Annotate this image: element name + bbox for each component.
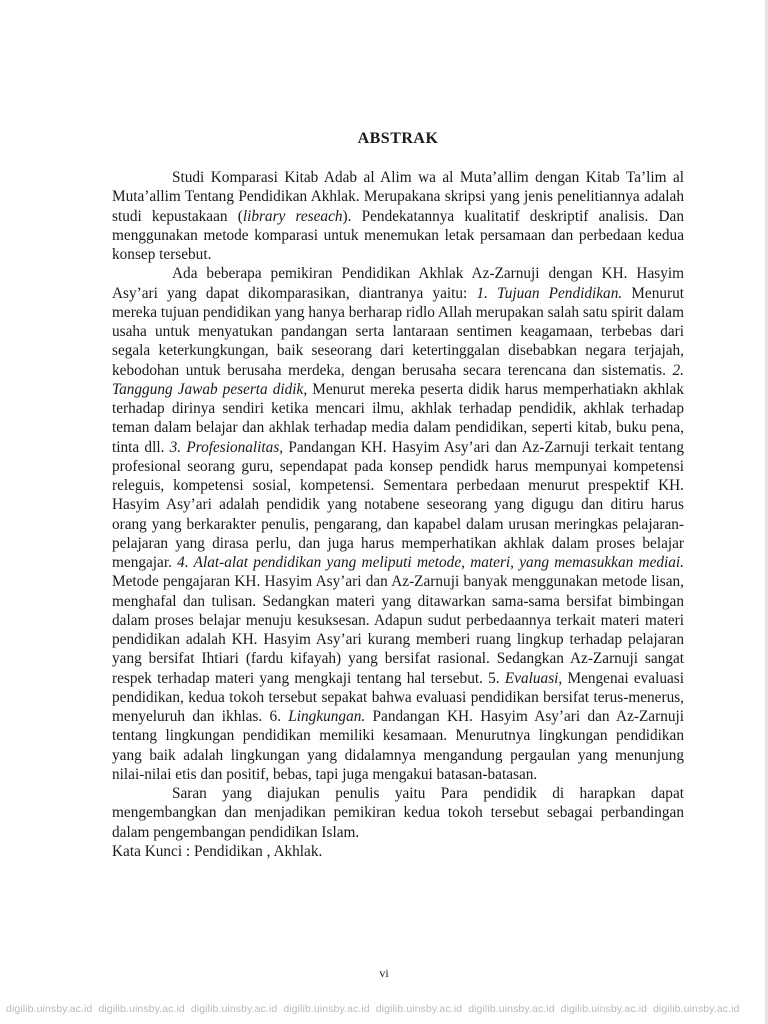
italic-text-run: 4. Alat-alat pendidikan yang meliputi metode, materi, yang memasukkan mediai. <box>177 554 685 571</box>
text-run: Menurut mereka peserta didik harus memperhatiakn akhlak terhadap dirinya sendiri ketika mencari ilmu, akhlak terhadap pendidik, akhlak terhadap teman dalam belajar dan akhlak terhadap media dalam pendidikan, seperti kitab, buku pena, tinta dll. <box>112 380 684 456</box>
italic-text-run: 2. Tanggung Jawab peserta didik, <box>112 361 684 398</box>
document-page <box>112 130 684 861</box>
watermark-text: digilib.uinsby.ac.id <box>468 1003 555 1015</box>
text-run: Menurut mereka tujuan pendidikan yang hanya berharap ridlo Allah merupakan salah satu spirit dalam usaha untuk menyatukan pandangan serta lantaraan sentimen keagamaan, terbebas dari segala keterkungkungan, baik seseorang dari ketertinggalan disebabkan negara terjajah, kebodohan untuk berusaha merdeka, dengan berusaha secara terencana dan sistematis. <box>112 284 684 379</box>
watermark-text: digilib.uinsby.ac.id <box>6 1003 93 1015</box>
watermark-text: digilib.uinsby.ac.id <box>653 1003 740 1015</box>
italic-text-run: Lingkungan. <box>288 708 366 725</box>
abstract-paragraph-2 <box>112 264 684 784</box>
italic-text-run: 1. Tujuan Pendidikan. <box>476 284 623 302</box>
abstract-paragraph-1 <box>112 168 684 264</box>
italic-text-run: library reseach <box>242 207 343 225</box>
watermark-text: digilib.uinsby.ac.id <box>283 1003 370 1015</box>
italic-text-run: 3. Profesionalitas, <box>169 438 284 456</box>
text-run: Ada beberapa pemikiran Pendidikan Akhlak Az-Zarnuji dengan KH. Hasyim Asy’ari yang dapat dikomparasikan, diantranya yaitu: <box>112 265 684 302</box>
text-run: ). Pendekatannya kualitatif deskriptif analisis. Dan menggunakan metode komparasi untuk menemukan letak persamaan dan perbedaan kedua konsep tersebut. <box>112 207 684 263</box>
text-run: Mengenai evaluasi pendidikan, kedua tokoh tersebut sepakat bahwa evaluasi pendidikan bersifat terus-menerus, menyeluruh dan ikhlas. 6. <box>112 669 684 725</box>
italic-text-run: Evaluasi, <box>504 669 563 687</box>
text-run: Pandangan KH. Hasyim Asy’ari dan Az-Zarnuji tentang lingkungan pendidikan memiliki kesamaan. Menurutnya lingkungan pendidikan yang baik adalah lingkungan yang didalamnya mengandung pergaulan yang menunjung nilai-nilai etis dan positif, bebas, tapi juga mengakui batasan-batasan. <box>112 708 684 783</box>
keywords-line: Kata Kunci : Pendidikan , Akhlak. <box>112 842 323 860</box>
text-run: Metode pengajaran KH. Hasyim Asy’ari dan Az-Zarnuji banyak menggunakan metode lisan, menghafal dan tulisan. Sedangkan materi yang ditawarkan sama-sama bersifat bimbingan dalam proses belajar menuju kesuksesan. Adapun sudut perbedaannya terkait materi materi pendidikan adalah KH. Hasyim Asy’ari kurang memberi ruang lingkup terhadap pelajaran yang bersifat Ihtiari (fardu kifayah) yang bersifat rasional. Sedangkan Az-Zarnuji sangat respek terhadap materi yang mengkaji tentang hal tersebut. 5. <box>112 573 684 687</box>
text-run: Saran yang diajukan penulis yaitu Para pendidik di harapkan dapat mengembangkan dan menjadikan pemikiran kedua tokoh tersebut sebagai perbandingan dalam pengembangan pendidikan Islam. <box>112 785 684 841</box>
watermark-text: digilib.uinsby.ac.id <box>98 1003 185 1015</box>
watermark-text: digilib.uinsby.ac.id <box>190 1003 278 1015</box>
abstract-paragraph-3 <box>112 784 684 842</box>
abstract-title: ABSTRAK <box>357 130 439 147</box>
text-run: Studi Komparasi Kitab Adab al Alim wa al Muta’allim dengan Kitab Ta’lim al Muta’allim Tentang Pendidikan Akhlak. Merupakana skripsi yang jenis penelitiannya adalah studi kepustakaan ( <box>112 169 684 225</box>
page-number: vi <box>379 966 389 980</box>
watermark-footer <box>6 1003 746 1015</box>
watermark-text: digilib.uinsby.ac.id <box>560 1003 648 1015</box>
watermark-text: digilib.uinsby.ac.id <box>375 1003 463 1015</box>
text-run: Pandangan KH. Hasyim Asy’ari dan Az-Zarnuji terkait tentang profesional seorang guru, sependapat pada konsep pendidk harus mempunyai kompetensi releguis, kompetensi sosial, kompetensi. Sementara perbedaan menurut prespektif KH. Hasyim Asy’ari adalah pendidik yang notabene seseorang yang digugu dan ditiru harus orang yang berkarakter penulis, pengarang, dan kapabel dalam urusan meringkas pelajaran-pelajaran yang dirasa perlu, dan juga harus memperhatikan akhlak dalam proses belajar mengajar. <box>112 438 685 571</box>
